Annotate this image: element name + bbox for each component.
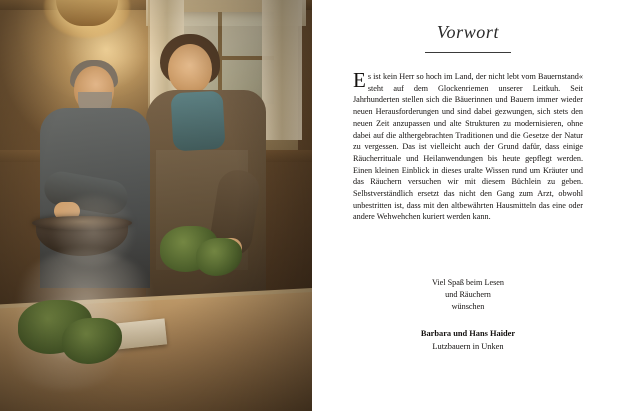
drop-cap: E [353, 68, 366, 92]
signature-place: Lutzbauern in Unken [432, 341, 504, 351]
curtain-right [262, 0, 302, 140]
woman-scarf [171, 91, 226, 152]
page-title: Vorwort [436, 22, 500, 42]
text-page [312, 0, 624, 411]
signature-block [353, 328, 583, 353]
woman-head [168, 44, 212, 94]
closing-line-2: und Räuchern [445, 290, 491, 299]
foreword-text: s ist kein Herr so hoch im Land, der nicht lebt vom Bauernstand« steht auf dem Glockenriemen unserer Leitkuh. Seit Jahrhunderten stellen sich die Bäuerinnen und Bauern immer wieder neuen Herausforderungen und sind dabei gezwungen, sich stets den neuen Zeit anzupassen und alte Strukturen zu modernisieren, ohne dabei auf die althergebrachten Traditionen und die Gesetze der Natur zu vergessen. Das ist vielleicht auch der Grund dafür, dass einige Räucherrituale und Heilanwendungen bis heute gepflegt werden. Einen kleinen Einblick in dieses uralte Wissen rund um Kräuter und das Räuchern versuchen wir mit diesem Büchlein zu geben. Selbstverständlich ersetzt das nicht den Gang zum Arzt, obwohl unbestritten ist, dass mit den altbewährten Hausmitteln das eine oder andere Wehwehchen kuriert werden kann. [353, 72, 583, 222]
closing-line-1: Viel Spaß beim Lesen [431, 278, 505, 287]
closing-block [353, 277, 583, 313]
title-divider [425, 52, 511, 53]
signature-name: Barbara und Hans Haider [420, 329, 516, 338]
closing-line-3: wünschen [451, 302, 485, 311]
foreword-body [353, 68, 583, 223]
